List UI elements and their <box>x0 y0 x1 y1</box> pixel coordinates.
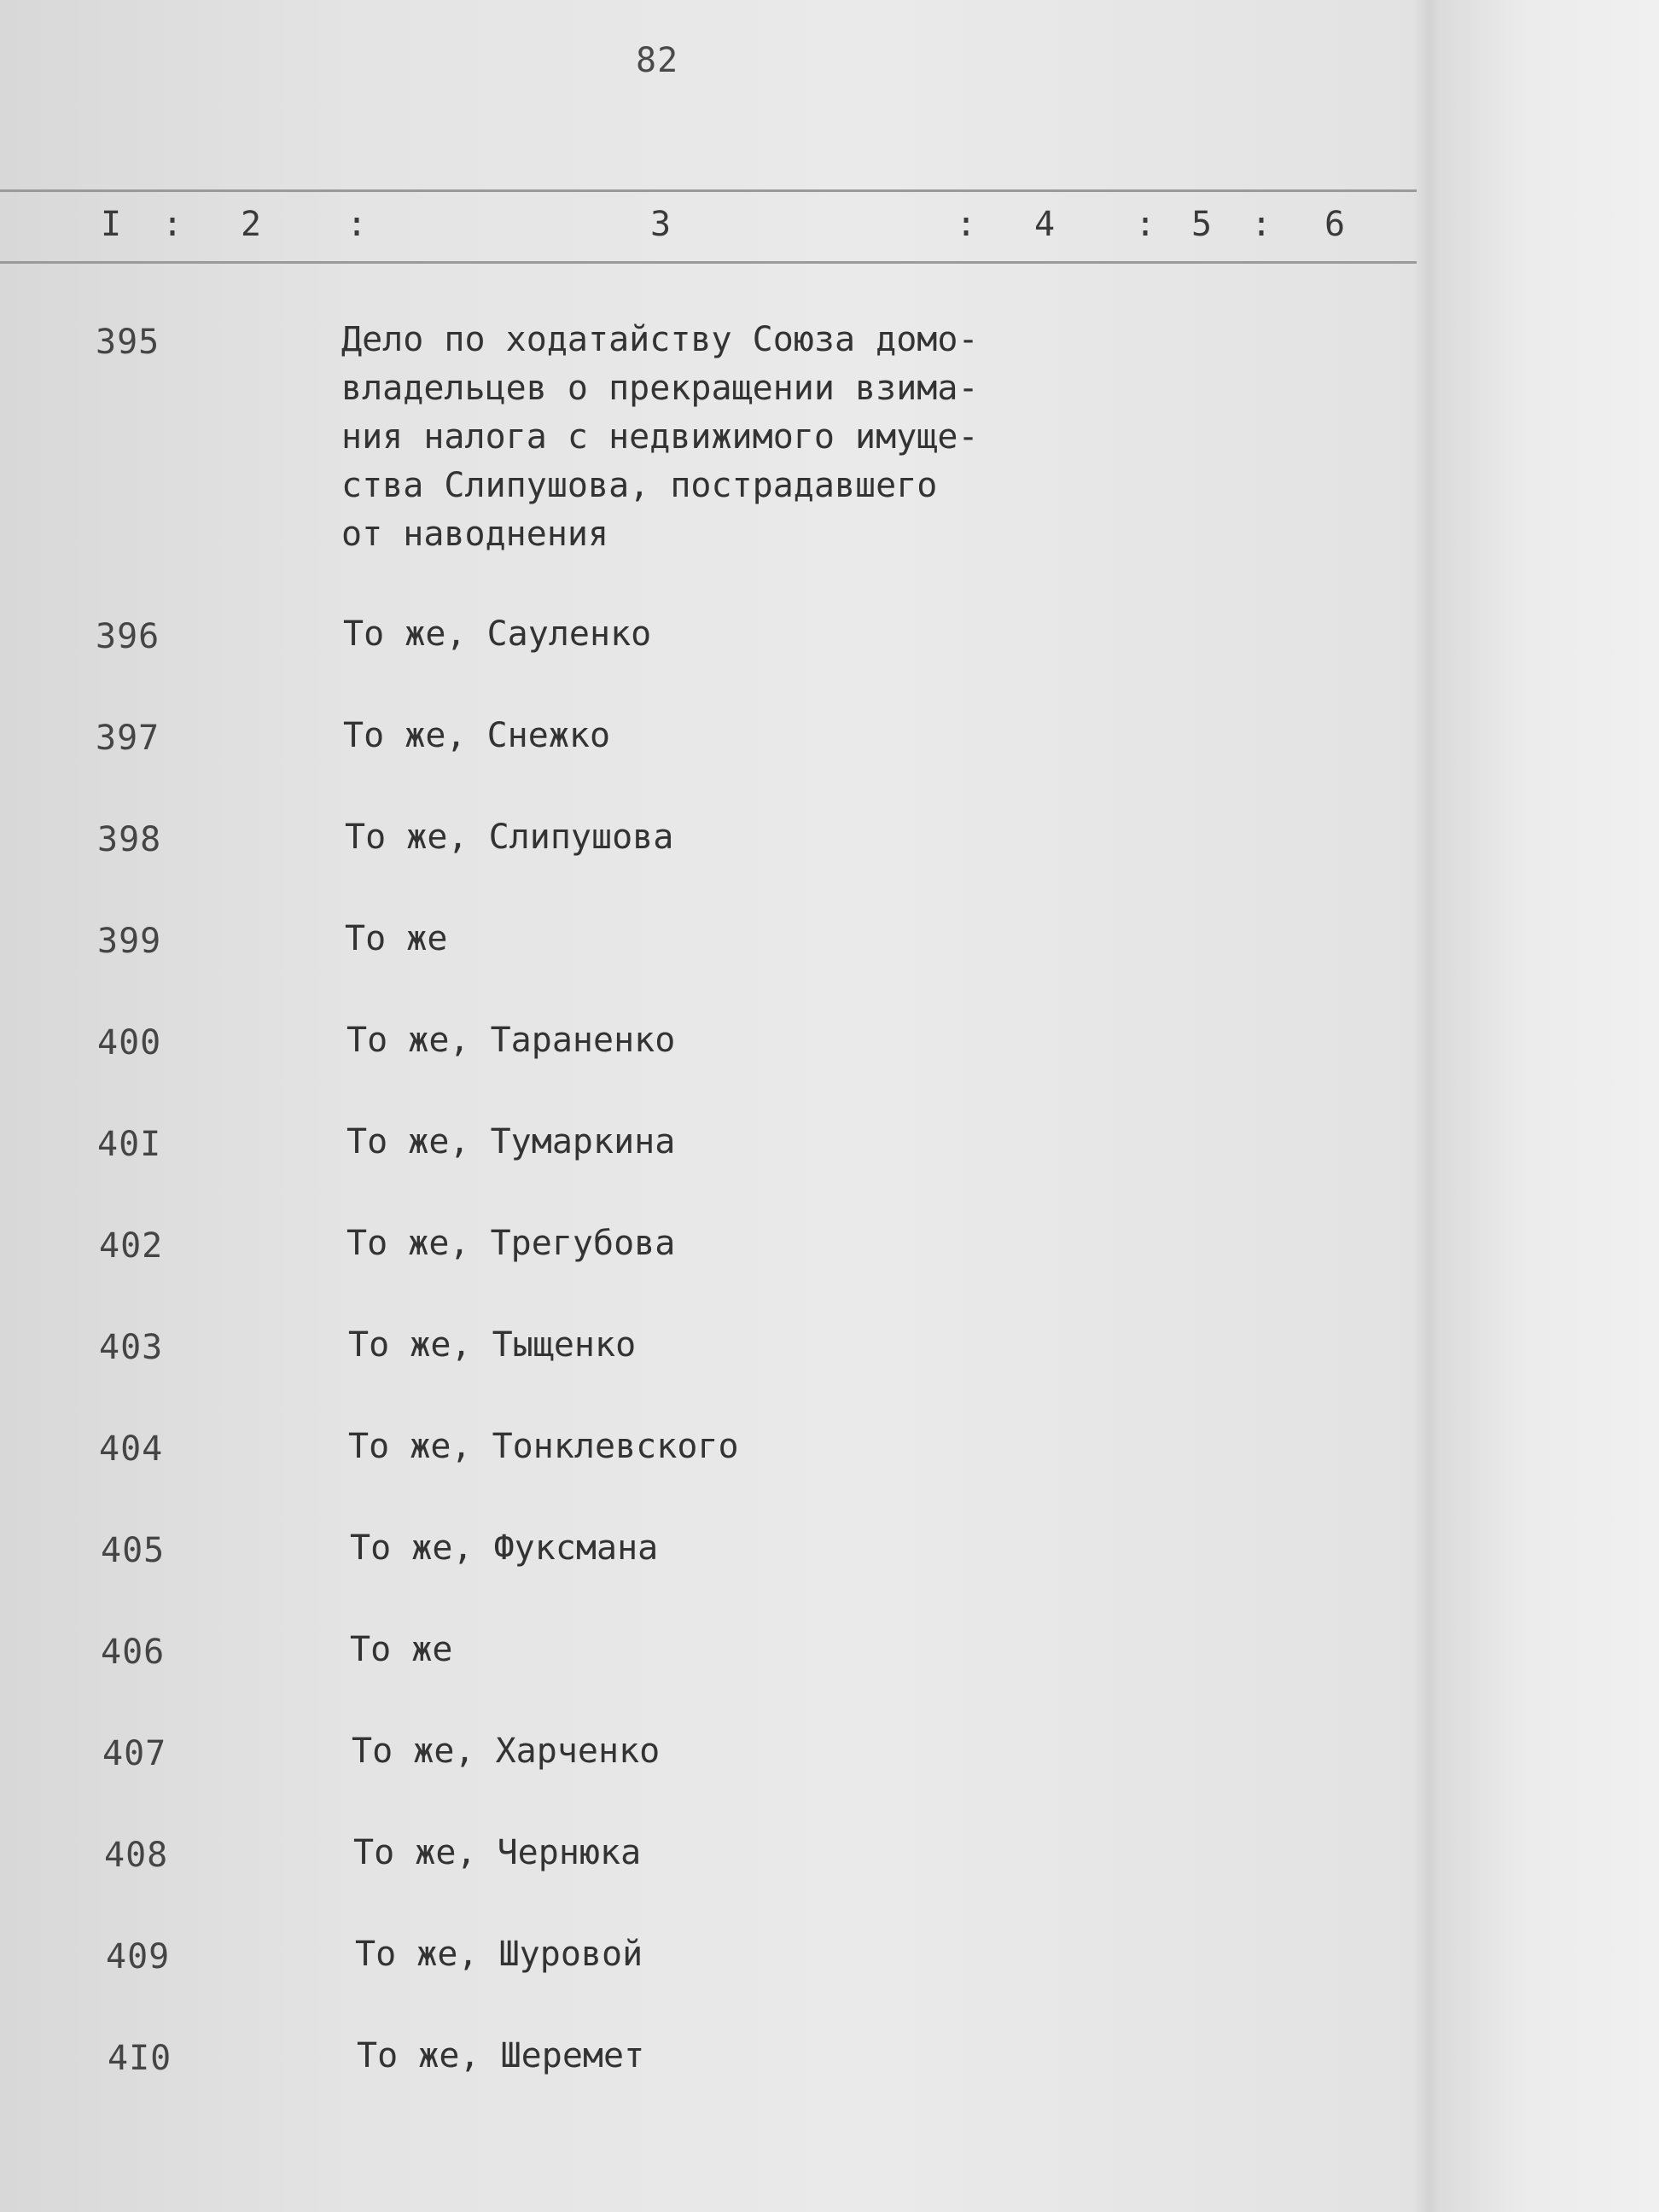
entry-number: 407 <box>102 1734 167 1773</box>
entry-number: 399 <box>97 922 162 961</box>
entry-number: 408 <box>104 1836 169 1875</box>
column-header-1: I <box>101 205 122 244</box>
entry-number: 398 <box>97 820 162 859</box>
entry-description: То же <box>345 919 448 958</box>
entry-description: То же, Харченко <box>352 1732 661 1771</box>
entry-number: 403 <box>99 1328 164 1367</box>
entry-number: 40I <box>97 1125 162 1164</box>
entry-description: То же, Тыщенко <box>348 1325 637 1365</box>
entry-number: 406 <box>101 1633 166 1672</box>
entry-description: То же, Слипушова <box>345 818 674 857</box>
column-header-3: 3 <box>650 205 672 244</box>
entry-number: 400 <box>97 1023 162 1062</box>
page-number: 82 <box>636 41 679 80</box>
column-separator: : <box>1251 205 1272 244</box>
column-header-4: 4 <box>1034 205 1056 244</box>
column-separator: : <box>346 205 368 244</box>
entry-description: То же, Шуровой <box>355 1935 643 1974</box>
entry-number: 4I0 <box>108 2039 172 2078</box>
entry-description: То же, Сауленко <box>343 614 652 654</box>
header-bottom-rule <box>0 261 1417 264</box>
entry-description: То же, Шеремет <box>357 2036 645 2075</box>
column-separator: : <box>1135 205 1156 244</box>
entry-number: 395 <box>96 323 160 362</box>
entry-description: Дело по ходатайству Союза домо- владельцев о прекращении взима- ния налога с недвижимого имуще- ства Слипушова, пострадавшего от наводнения <box>341 320 979 554</box>
entry-number: 396 <box>96 617 160 656</box>
page-edge-shadow <box>1412 0 1447 2212</box>
background-surface <box>1442 0 1659 2212</box>
entry-description: То же, Трегубова <box>346 1224 676 1263</box>
entry-number: 405 <box>101 1531 166 1570</box>
entry-description: То же, Тумаркина <box>346 1122 676 1161</box>
header-top-rule <box>0 189 1417 192</box>
column-header-2: 2 <box>241 205 262 244</box>
entry-number: 409 <box>106 1937 171 1976</box>
entry-description: То же, Чернюка <box>353 1833 642 1872</box>
column-separator: : <box>162 205 183 244</box>
entry-number: 402 <box>99 1226 164 1266</box>
entry-description: То же, Снежко <box>343 716 611 755</box>
column-separator: : <box>956 205 977 244</box>
column-header-5: 5 <box>1191 205 1213 244</box>
entry-description: То же, Тонклевского <box>348 1427 739 1466</box>
entry-description: То же, Тараненко <box>346 1021 676 1060</box>
column-header-6: 6 <box>1324 205 1346 244</box>
entry-number: 404 <box>99 1429 164 1469</box>
entry-number: 397 <box>96 719 160 758</box>
entry-description: То же <box>350 1630 453 1669</box>
entry-description: То же, Фуксмана <box>350 1528 659 1568</box>
